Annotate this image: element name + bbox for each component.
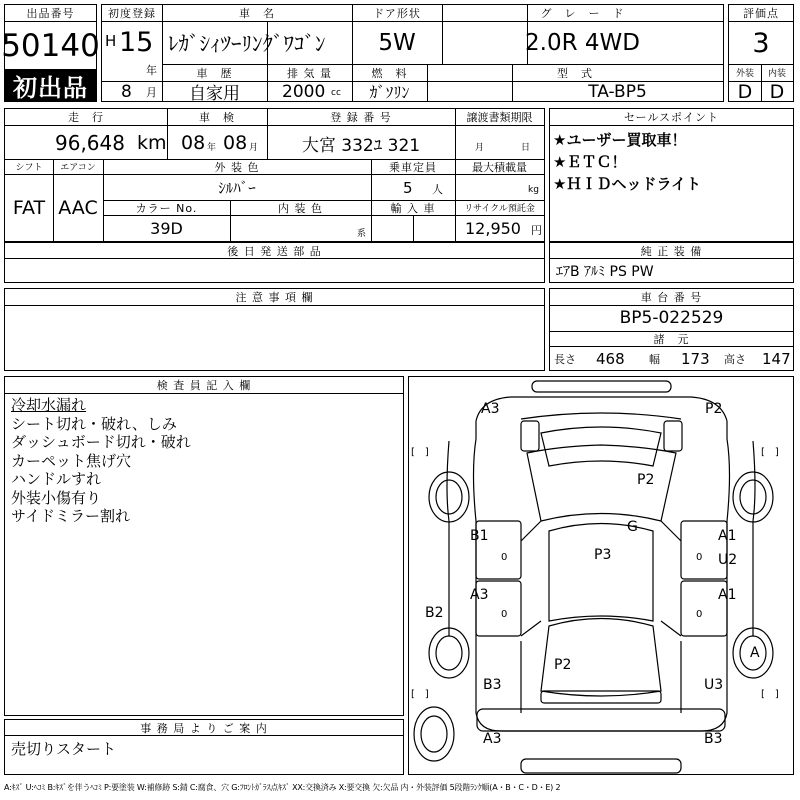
zero-mark: 0 <box>501 552 508 563</box>
inspector-note: 冷却水漏れ <box>11 396 87 414</box>
inspection-header: 車 検 <box>199 111 235 124</box>
parts-box <box>4 242 545 283</box>
car-outline <box>409 377 793 774</box>
int-color-header: 内 装 色 <box>278 201 323 215</box>
int-color-unit: 系 <box>357 228 367 239</box>
genuine-box <box>549 242 794 283</box>
bracket-left-lower: [ ] <box>411 689 429 700</box>
exterior-header: 外装 <box>735 69 754 79</box>
sales-point-item: ★ＨＩＤヘッドライト <box>553 175 701 193</box>
history-header: 車 歴 <box>196 66 233 80</box>
model-name-header: 車 名 <box>239 7 275 20</box>
color-no-header: カラー No. <box>135 201 198 215</box>
reg-number: 大宮 332ﾕ 321 <box>301 135 421 156</box>
shift-header: シフト <box>15 163 43 173</box>
lot-number-header: 出品番号 <box>26 7 75 20</box>
transfer-month: 月 <box>475 142 485 153</box>
mark-a1-lower: A1 <box>718 587 737 603</box>
bracket-right-lower: [ ] <box>761 689 779 700</box>
inspector-note: ハンドルすれ <box>11 470 102 488</box>
reg-number-header: 登 録 番 号 <box>330 111 392 124</box>
type-code: TA-BP5 <box>588 81 647 102</box>
capacity-unit: 人 <box>432 183 443 196</box>
year-unit: 年 <box>146 64 157 77</box>
displacement: 2000 <box>282 81 326 102</box>
mark-p2-hood: P2 <box>637 472 655 488</box>
reg-month: 8 <box>121 81 132 102</box>
capacity: 5 <box>403 178 413 197</box>
mileage: 96,648 <box>55 131 125 155</box>
import-header: 輸 入 車 <box>390 201 436 215</box>
max-load-unit: kg <box>528 185 539 195</box>
genuine-header: 純 正 装 備 <box>640 244 703 258</box>
notes-box <box>4 288 545 371</box>
grade: 2.0R 4WD <box>525 30 640 56</box>
chassis-box <box>549 288 794 371</box>
mark-a3-bottom: A3 <box>483 731 502 747</box>
door-type: 5W <box>378 30 416 56</box>
chassis-header: 車 台 番 号 <box>640 291 703 304</box>
model-name: ﾚｶﾞｼｨﾂｰﾘﾝｸﾞﾜｺﾞﾝ <box>168 32 326 56</box>
first-listing-badge: 初出品 <box>5 69 96 102</box>
mark-a3-left: A3 <box>470 587 489 603</box>
interior-header: 内装 <box>767 69 786 79</box>
details-box <box>4 108 545 242</box>
width-value: 173 <box>681 350 710 368</box>
score-header: 評価点 <box>743 7 779 20</box>
reg-year: 15 <box>119 26 154 58</box>
inspector-note: 外装小傷有り <box>11 488 102 507</box>
mark-p3: P3 <box>594 547 612 563</box>
mark-b2: B2 <box>425 605 444 621</box>
mark-b3-left: B3 <box>483 677 502 693</box>
inspection-year-unit: 年 <box>207 142 217 153</box>
recycle-unit: 円 <box>531 224 542 237</box>
ac-header: エアコン <box>60 163 96 173</box>
ext-color-header: 外 装 色 <box>214 160 260 174</box>
inspection-month-unit: 月 <box>249 142 259 153</box>
vehicle-info-box <box>101 4 724 102</box>
recycle-fee: 12,950 <box>465 219 521 238</box>
mileage-unit: km <box>137 132 167 154</box>
displacement-header: 排 気 量 <box>287 66 332 80</box>
transfer-day: 日 <box>521 142 531 153</box>
lot-info-box <box>1 4 100 102</box>
mark-a1-upper: A1 <box>718 528 737 544</box>
mark-u3: U3 <box>704 677 724 693</box>
mark-b1: B1 <box>470 528 489 544</box>
notes-header: 注 意 事 項 欄 <box>235 291 314 304</box>
month-unit: 月 <box>146 86 157 99</box>
mark-a-wheel: A <box>750 645 760 661</box>
door-header: ドア形状 <box>373 7 421 20</box>
mileage-header: 走 行 <box>68 111 104 124</box>
zero-mark: 0 <box>696 609 703 620</box>
exterior-grade: D <box>737 80 753 103</box>
inspector-box <box>4 376 404 716</box>
max-load-header: 最大積載量 <box>472 160 527 174</box>
sales-points-list <box>553 129 701 195</box>
transfer-docs-header: 譲渡書類期限 <box>466 111 533 124</box>
inspection-month: 08 <box>223 132 248 154</box>
inspection-year: 08 <box>181 132 206 154</box>
bracket-left: [ ] <box>411 447 429 458</box>
era: H <box>105 32 117 50</box>
inspector-notes-list <box>11 396 191 526</box>
length-value: 468 <box>596 350 625 368</box>
inspector-note: カーペット焦げ穴 <box>11 451 132 470</box>
legend: A:ｷｽﾞ U:ﾍｺﾐ B:ｷｽﾞを伴うﾍｺﾐ P:要塗装 W:補修跡 S:錆 C:腐食、穴 G:ﾌﾛﾝﾄｶﾞﾗｽ点ｷｽﾞ XX:交換済み X:要交換 欠:欠品 内・外装評価 5段階ﾗﾝｸ順(A・B・C・D・E) 2 <box>4 782 561 792</box>
length-label: 長さ <box>554 353 576 366</box>
damage-diagram <box>408 376 794 775</box>
bracket-right: [ ] <box>761 447 779 458</box>
inspector-note: ダッシュボード切れ・破れ <box>11 433 191 451</box>
score: 3 <box>752 27 770 59</box>
sales-points-header: セールスポイント <box>623 111 719 124</box>
history: 自家用 <box>189 84 240 104</box>
height-value: 147 <box>762 350 791 368</box>
mark-a3-top: A3 <box>481 401 500 417</box>
score-box <box>728 4 794 102</box>
mark-p2-top: P2 <box>705 401 723 417</box>
dimensions-header: 諸 元 <box>653 332 690 346</box>
inspector-note: シート切れ・破れ、しみ <box>11 414 177 433</box>
fuel-header: 燃 料 <box>371 66 408 80</box>
office-box <box>4 719 404 775</box>
sales-point-item: ★ＥＴＣ！ <box>553 153 627 171</box>
inspector-note: サイドミラー割れ <box>11 507 130 525</box>
mark-b3-bottom: B3 <box>704 731 723 747</box>
grade-header: グ レ ー ド <box>540 7 625 20</box>
mark-p2-rear: P2 <box>554 657 572 673</box>
genuine-equipment: ｴｱB ｱﾙﾐ PS PW <box>556 263 654 280</box>
first-reg-header: 初度登録 <box>108 7 156 20</box>
mark-u2: U2 <box>718 552 738 568</box>
type-code-header: 型 式 <box>557 66 593 80</box>
ext-color: ｼﾙﾊﾞｰ <box>218 179 256 197</box>
sales-points-box <box>549 108 794 242</box>
shift: FAT <box>12 197 46 219</box>
sales-point-item: ★ユーザー買取車！ <box>553 131 687 149</box>
mark-g: G <box>627 519 638 535</box>
interior-grade: D <box>769 80 785 103</box>
recycle-header: リサイクル預託金 <box>464 204 535 214</box>
parts-header: 後 日 発 送 部 品 <box>227 244 322 258</box>
height-label: 高さ <box>724 353 746 366</box>
zero-mark: 0 <box>501 609 508 620</box>
zero-mark: 0 <box>696 552 703 563</box>
office-note: 売切りスタート <box>11 739 117 758</box>
lot-number: 50140 <box>1 28 100 64</box>
office-header: 事 務 局 よ り ご 案 内 <box>140 721 268 735</box>
displacement-unit: cc <box>331 88 341 98</box>
chassis-number: BP5-022529 <box>619 308 724 328</box>
width-label: 幅 <box>649 353 660 366</box>
ac: AAC <box>58 197 98 219</box>
color-no: 39D <box>150 219 183 238</box>
inspector-header: 検 査 員 記 入 欄 <box>156 379 252 392</box>
fuel: ｶﾞｿﾘﾝ <box>369 83 410 102</box>
capacity-header: 乗車定員 <box>389 160 437 174</box>
